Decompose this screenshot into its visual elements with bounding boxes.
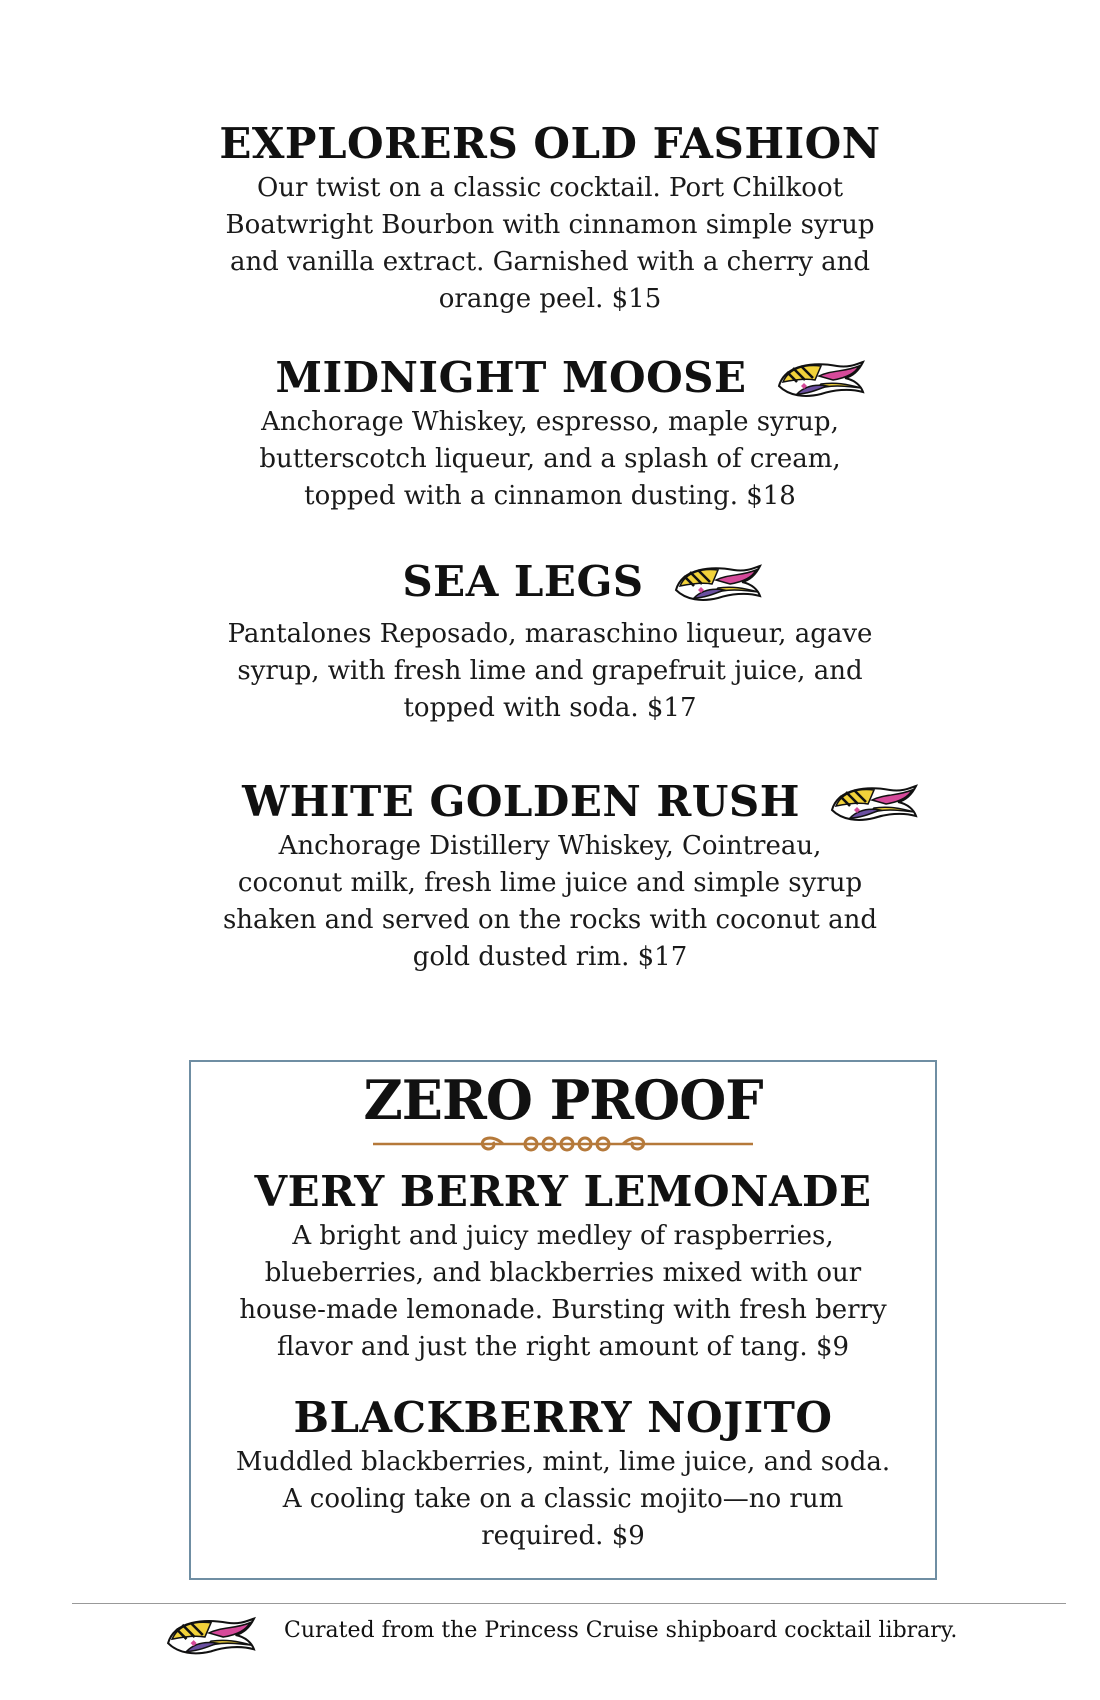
section-heading: ZERO PROOF: [363, 1068, 763, 1132]
cocktail-name: MIDNIGHT MOOSE: [275, 353, 747, 402]
cocktail-name: WHITE GOLDEN RUSH: [242, 777, 800, 826]
cocktail-name: SEA LEGS: [402, 557, 644, 606]
cocktail-description: Anchorage Whiskey, espresso, maple syrup, butterscotch liqueur, and a splash of cream, topped with a cinnamon dusting. $18: [259, 407, 841, 511]
drink-name: BLACKBERRY NOJITO: [293, 1393, 833, 1442]
footer-divider: [72, 1603, 1066, 1604]
princess-flag-icon: [828, 780, 918, 824]
princess-flag-icon: [164, 1611, 256, 1659]
zero-proof-item-very-berry-lemonade: [191, 1166, 935, 1366]
cocktail-explorers-old-fashion: [0, 118, 1100, 318]
flourish-divider-icon: [373, 1130, 753, 1158]
princess-flag-icon: [672, 560, 762, 604]
cocktail-name: EXPLORERS OLD FASHION: [219, 119, 881, 168]
cocktail-description: Our twist on a classic cocktail. Port Chilkoot Boatwright Bourbon with cinnamon simple syrup and vanilla extract. Garnished with a cherry and orange peel. $15: [225, 173, 875, 314]
zero-proof-item-blackberry-nojito: [191, 1392, 935, 1555]
footer-caption: Curated from the Princess Cruise shipboard cocktail library.: [284, 1618, 958, 1643]
cocktail-midnight-moose: [0, 352, 1100, 515]
cocktail-description: Pantalones Reposado, maraschino liqueur, agave syrup, with fresh lime and grapefruit juice, and topped with soda. $17: [227, 619, 873, 723]
zero-proof-section: [189, 1060, 937, 1580]
princess-flag-icon: [775, 356, 865, 400]
cocktail-description: Anchorage Distillery Whiskey, Cointreau, coconut milk, fresh lime juice and simple syrup shaken and served on the rocks with coconut and gold dusted rim. $17: [222, 831, 878, 972]
cocktail-sea-legs: [0, 556, 1100, 727]
cocktail-white-golden-rush: [0, 776, 1100, 976]
drink-description: Muddled blackberries, mint, lime juice, and soda. A cooling take on a classic mojito—no rum required. $9: [235, 1447, 891, 1551]
drink-description: A bright and juicy medley of raspberries, blueberries, and blackberries mixed with our house-made lemonade. Bursting with fresh berry flavor and just the right amount of tang. $9: [239, 1221, 887, 1362]
drink-name: VERY BERRY LEMONADE: [254, 1167, 872, 1216]
